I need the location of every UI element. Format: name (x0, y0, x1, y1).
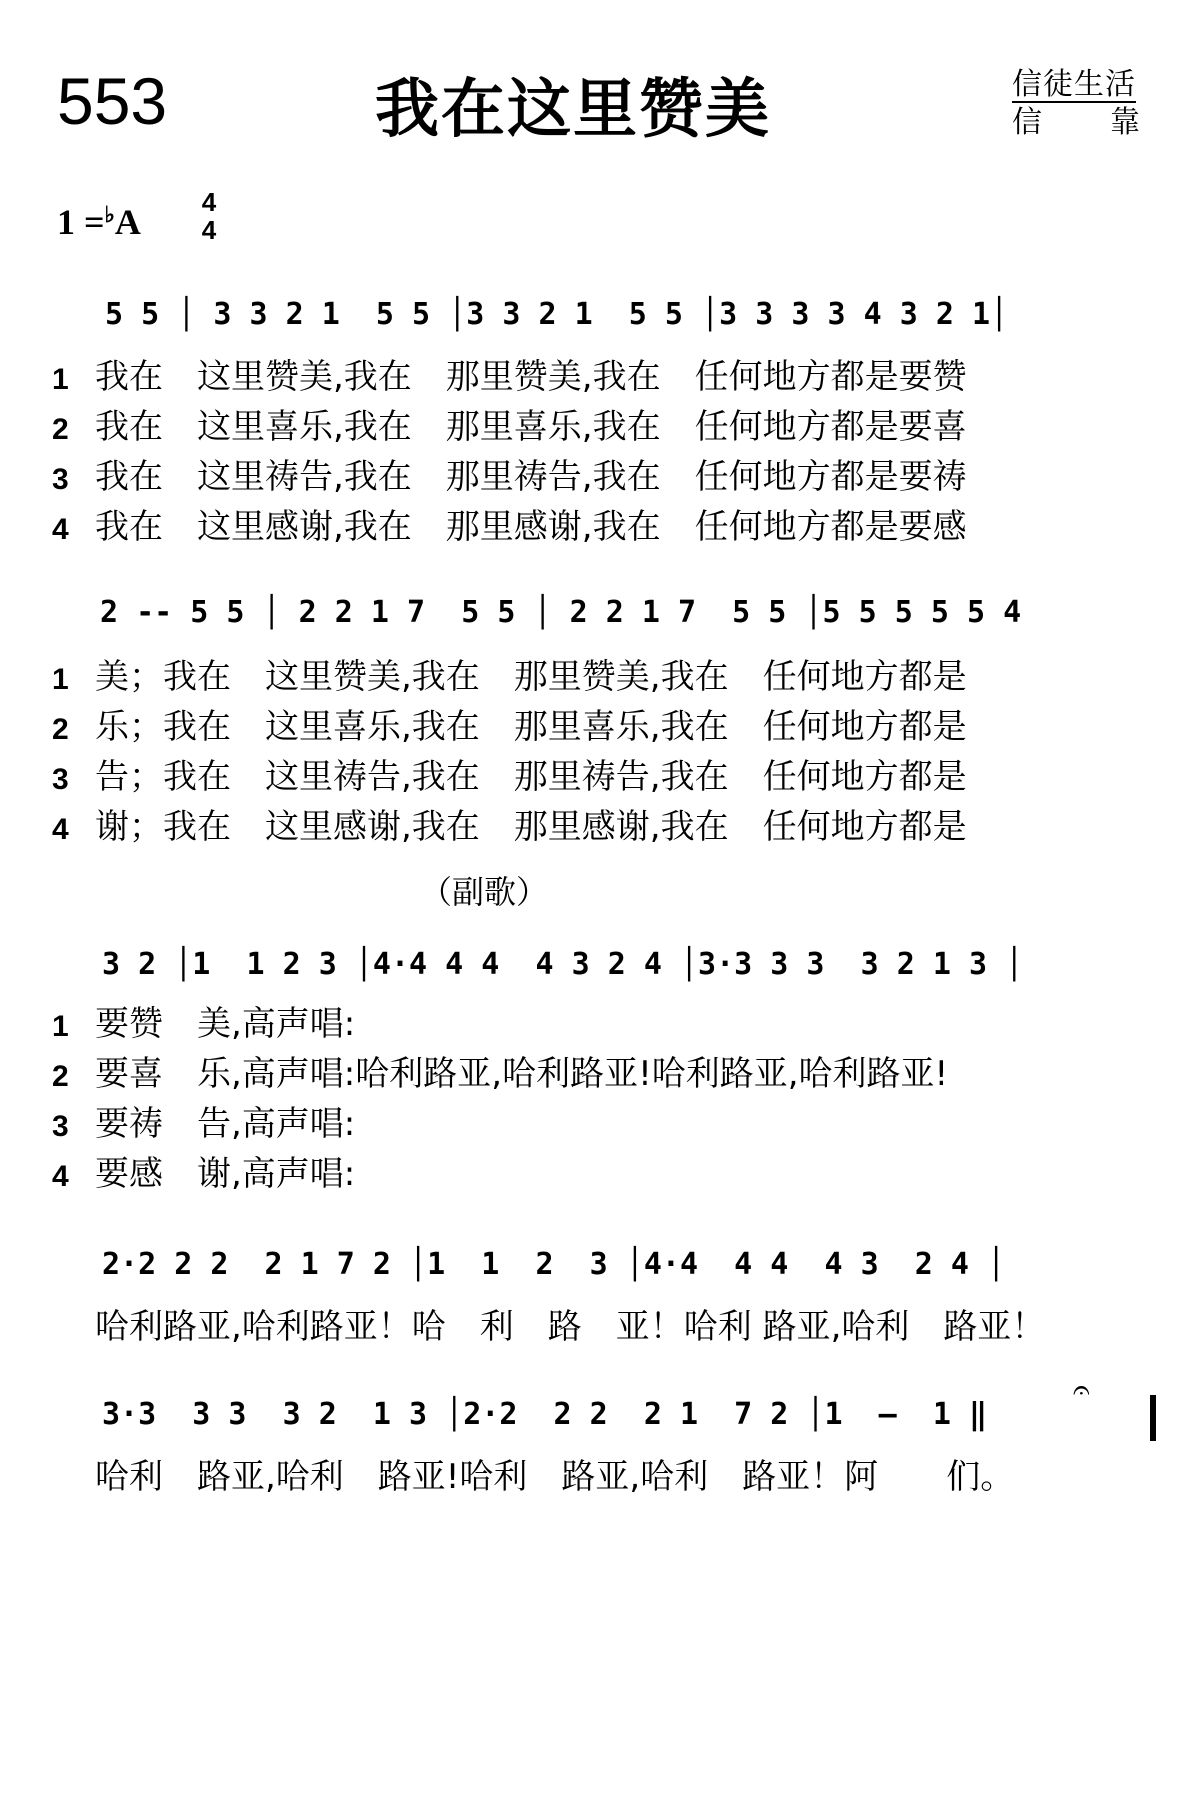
credit-source: 信徒生活 (1012, 67, 1136, 102)
system1-lyric-verse3: 我在 这里祷告,我在 那里祷告,我在 任何地方都是要祷 (95, 457, 967, 497)
verse-number: 3 (52, 763, 69, 796)
verse-number: 3 (52, 1110, 69, 1143)
verse-number: 2 (52, 1060, 69, 1093)
verse-number: 4 (52, 813, 69, 846)
system5-lyric: 哈利 路亚,哈利 路亚!哈利 路亚,哈利 路亚！阿 们。 (95, 1457, 1015, 1497)
verse-number: 3 (52, 463, 69, 496)
flat-icon: ♭ (104, 202, 115, 227)
credit-author-char2: 靠 (1110, 105, 1140, 140)
verse-number: 2 (52, 413, 69, 446)
verse-number: 1 (52, 663, 69, 696)
fermata-icon: 𝄐 (1073, 1373, 1090, 1408)
system3-notes: 3 2 │1 1 2 3 │4·4 4 4 4 3 2 4 │3·3 3 3 3 2 1 3 │ (102, 947, 1024, 982)
system1-notes: 5 5 │ 3 3 2 1 5 5 │3 3 2 1 5 5 │3 3 3 3 4 3 2 1│ (105, 297, 1009, 332)
system1-lyric-verse4: 我在 这里感谢,我在 那里感谢,我在 任何地方都是要感 (95, 507, 967, 547)
system3-lyric-verse1: 要赞 美,高声唱: (95, 1004, 356, 1044)
system3-lyric-verse4: 要感 谢,高声唱: (95, 1154, 356, 1194)
hymn-title: 我在这里赞美 (375, 73, 771, 147)
system4-notes: 2·2 2 2 2 1 7 2 │1 1 2 3 │4·4 4 4 4 3 2 4 │ (102, 1247, 1006, 1282)
verse-number: 2 (52, 713, 69, 746)
system2-notes: 2 -- 5 5 │ 2 2 1 7 5 5 │ 2 2 1 7 5 5 │5 5 5 5 5 4 (100, 595, 1022, 630)
system3-lyric-verse2: 要喜 乐,高声唱:哈利路亚,哈利路亚!哈利路亚,哈利路亚! (95, 1054, 949, 1094)
verse-number: 4 (52, 1160, 69, 1193)
time-signature-bottom: 4 (201, 215, 217, 245)
key-signature (57, 204, 141, 240)
time-signature-top: 4 (201, 187, 217, 217)
verse-number: 1 (52, 363, 69, 396)
system2-lyric-verse3: 告；我在 这里祷告,我在 那里祷告,我在 任何地方都是 (95, 757, 967, 797)
system3-lyric-verse3: 要祷 告,高声唱: (95, 1104, 356, 1144)
time-signature (197, 188, 221, 244)
system1-lyric-verse2: 我在 这里喜乐,我在 那里喜乐,我在 任何地方都是要喜 (95, 407, 967, 447)
system5-notes: 3·3 3 3 3 2 1 3 │2·2 2 2 2 1 7 2 │1 – 1 ‖ (102, 1397, 988, 1432)
hymn-number: 553 (57, 64, 168, 138)
system2-lyric-verse4: 谢；我在 这里感谢,我在 那里感谢,我在 任何地方都是 (95, 807, 967, 847)
verse-number: 4 (52, 513, 69, 546)
credit-author (1012, 105, 1140, 140)
key-label: 1 = (57, 202, 105, 242)
system1-lyric-verse1: 我在 这里赞美,我在 那里赞美,我在 任何地方都是要赞 (95, 357, 967, 397)
system4-lyric: 哈利路亚,哈利路亚！哈 利 路 亚！哈利 路亚,哈利 路亚！ (95, 1307, 1046, 1347)
final-barline (1150, 1395, 1156, 1441)
credit-author-char1: 信 (1012, 105, 1042, 140)
system2-lyric-verse2: 乐；我在 这里喜乐,我在 那里喜乐,我在 任何地方都是 (95, 707, 967, 747)
key-note: A (114, 202, 141, 242)
chorus-label: （副歌） (420, 873, 549, 911)
verse-number: 1 (52, 1010, 69, 1043)
system2-lyric-verse1: 美；我在 这里赞美,我在 那里赞美,我在 任何地方都是 (95, 657, 967, 697)
